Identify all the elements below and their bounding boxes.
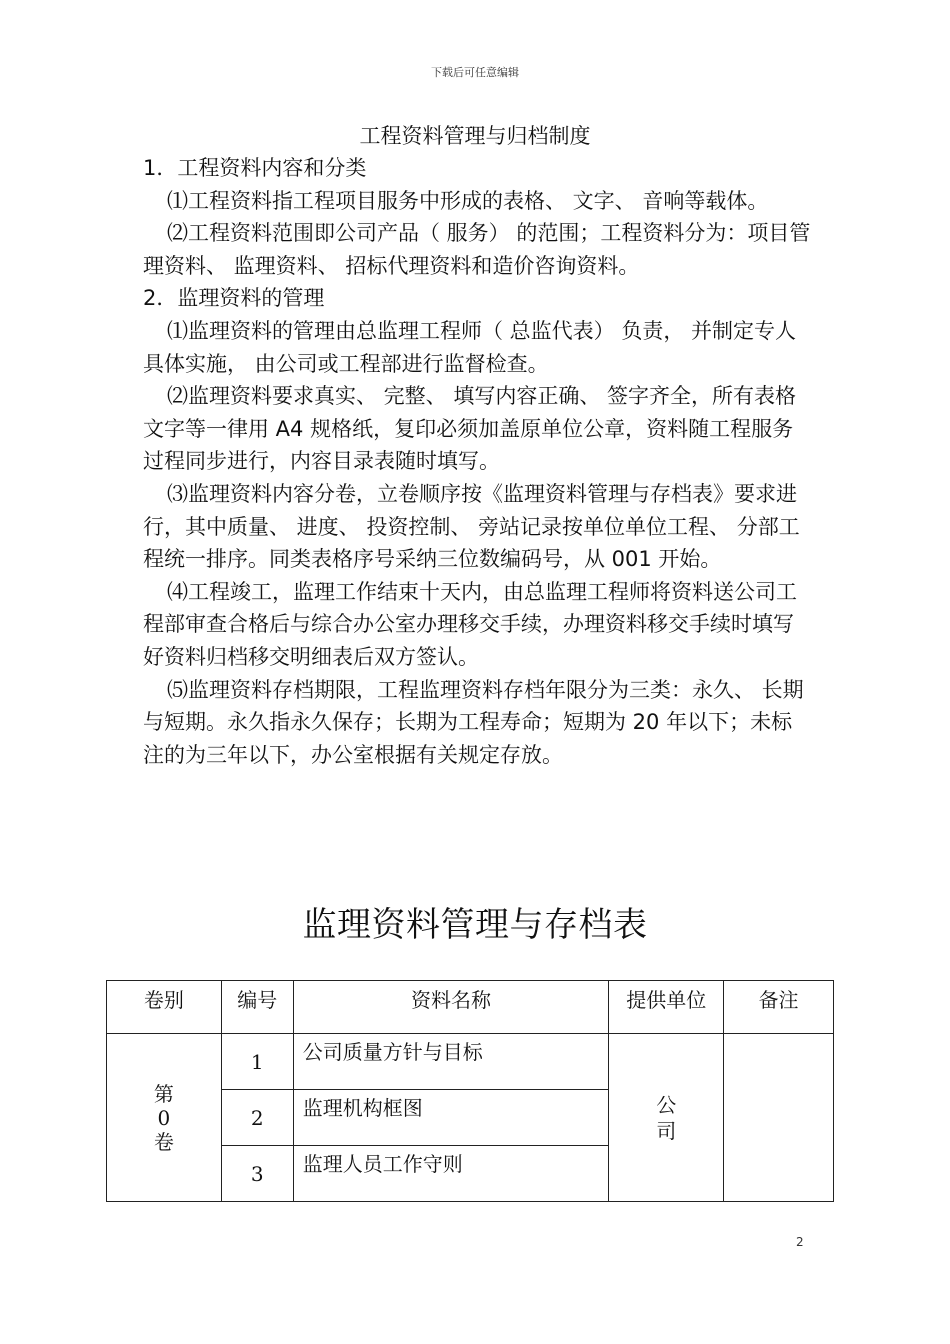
volume-char: 第: [153, 1081, 174, 1106]
archive-table: [106, 980, 834, 1202]
volume-cell: [107, 1034, 222, 1202]
paragraph-1-1: ⑴工程资料指工程项目服务中形成的表格、 文字、 音响等载体。: [167, 188, 769, 213]
header-provider: 提供单位: [609, 981, 724, 1034]
header-remark: 备注: [724, 981, 834, 1034]
table-row: [107, 1034, 834, 1090]
paragraph-2-5: ⑸监理资料存档期限，工程监理资料存档年限分为三类：永久、 长期与短期。永久指永久保存；长期为工程寿命；短期为 20 年以下；未标注的为三年以下，办公室根据有关规定存放。: [143, 677, 804, 767]
header-note: 下载后可任意编辑: [431, 66, 519, 79]
paragraph-1-2: ⑵工程资料范围即公司产品（ 服务） 的范围；工程资料分为：项目管理资料、 监理资料、 招标代理资料和造价咨询资料。: [143, 221, 811, 278]
remark-cell: [724, 1034, 834, 1202]
paragraph-2-3: ⑶监理资料内容分卷，立卷顺序按《监理资料管理与存档表》要求进行，其中质量、 进度、 投资控制、 旁站记录按单位单位工程、 分部工程统一排序。同类表格序号采纳三位数编码号，从 001 开始。: [143, 481, 800, 572]
provider-char: 司: [656, 1118, 677, 1143]
volume-char: 卷: [153, 1129, 174, 1154]
provider-cell: [609, 1034, 724, 1202]
row-number: 2: [221, 1090, 293, 1146]
row-name: 监理人员工作守则: [293, 1146, 609, 1202]
page-number: 2: [796, 1235, 804, 1249]
row-name: 公司质量方针与目标: [293, 1034, 609, 1090]
paragraph-2-1: ⑴监理资料的管理由总监理工程师（ 总监代表） 负责， 并制定专人具体实施， 由公司或工程部进行监督检查。: [143, 318, 797, 376]
row-number: 1: [221, 1034, 293, 1090]
row-name: 监理机构框图: [293, 1090, 609, 1146]
provider-char: 公: [656, 1092, 677, 1117]
table-header-row: [107, 981, 834, 1034]
section-heading-2: 2．监理资料的管理: [143, 286, 325, 311]
paragraph-2-4: ⑷工程竣工，监理工作结束十天内，由总监理工程师将资料送公司工程部审查合格后与综合办公室办理移交手续，办理资料移交手续时填写好资料归档移交明细表后双方签认。: [143, 579, 797, 669]
header-material-name: 资料名称: [293, 981, 609, 1034]
section-heading-1: 1．工程资料内容和分类: [143, 156, 367, 180]
paragraph-2-2: ⑵监理资料要求真实、 完整、 填写内容正确、 签字齐全，所有表格文字等一律用 A4 规格纸，复印必须加盖原单位公章，资料随工程服务过程同步进行，内容目录表随时填写。: [143, 384, 797, 474]
table-title: 监理资料管理与存档表: [302, 905, 648, 945]
document-title: 工程资料管理与归档制度: [359, 124, 591, 148]
body-text: [143, 152, 813, 771]
volume-char: 0: [157, 1105, 171, 1130]
row-number: 3: [221, 1146, 293, 1202]
header-number: 编号: [221, 981, 293, 1034]
header-volume: 卷别: [107, 981, 222, 1034]
